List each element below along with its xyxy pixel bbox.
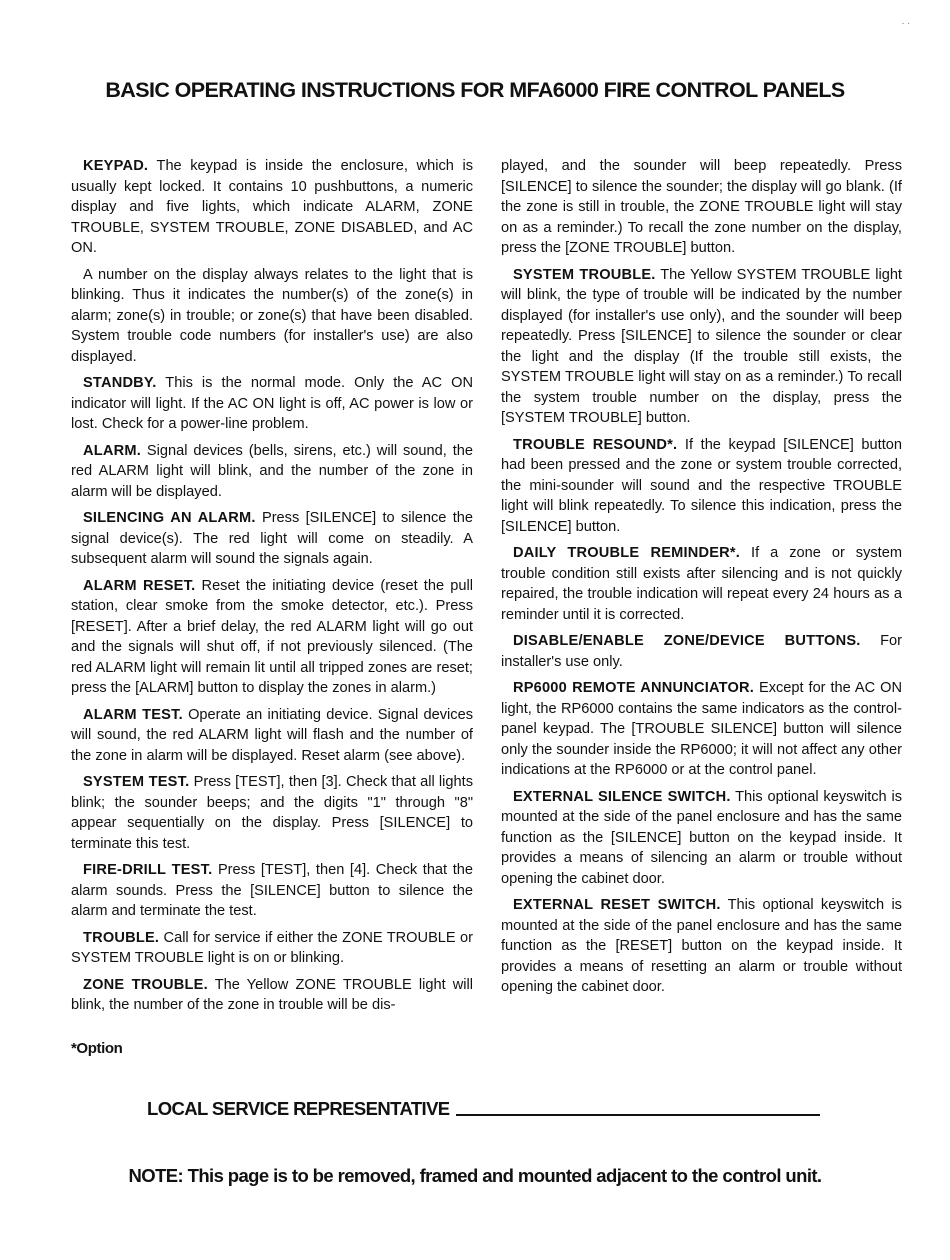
paragraph bbox=[71, 928, 473, 969]
paragraph-text: Operate an initiating device. Signal devices will sound, the red ALARM light will flash and the number of the zone in alarm will be displayed. Reset alarm (see above). bbox=[71, 706, 474, 764]
paragraph bbox=[501, 435, 902, 538]
paragraph bbox=[501, 156, 902, 259]
paragraph-text: For installer's use only. bbox=[501, 633, 903, 670]
paragraph-heading: EXTERNAL SILENCE SWITCH. bbox=[513, 788, 731, 805]
paragraph bbox=[71, 373, 473, 435]
paragraph-text: If a zone or system trouble condition still exists after silencing and is not quickly repaired, the trouble indication will repeat every 24 hours as a reminder until it is corrected. bbox=[501, 545, 902, 623]
right-column bbox=[501, 156, 902, 1004]
paragraph-heading: SYSTEM TROUBLE. bbox=[513, 266, 656, 283]
paragraph bbox=[501, 543, 902, 625]
paragraph-text: Except for the AC ON light, the RP6000 contains the same indicators as the control-panel keypad. The [TROUBLE SILENCE] button will silence only the sounder inside the RP6000; it will not affect any other indications at the RP6000 or at the control panel. bbox=[501, 680, 902, 778]
paragraph bbox=[501, 265, 902, 429]
paragraph-heading: DISABLE/ENABLE ZONE/DEVICE BUTTONS. bbox=[513, 633, 861, 649]
service-rep-line bbox=[147, 1098, 820, 1120]
paragraph-text: This optional keyswitch is mounted at the side of the panel enclosure and has the same function as the [RESET] button on the keypad inside. It provides a means of resetting an alarm or trouble without opening the cabinet door. bbox=[501, 897, 902, 995]
paragraph bbox=[71, 772, 473, 854]
paragraph-heading: ALARM. bbox=[83, 442, 141, 459]
paragraph-heading: RP6000 REMOTE ANNUNCIATOR. bbox=[513, 680, 755, 696]
paragraph-text: This optional keyswitch is mounted at the side of the panel enclosure and has the same function as the [SILENCE] button on the keypad inside. It provides a means of silencing an alarm or trouble without opening the cabinet door. bbox=[501, 788, 902, 887]
paragraph-heading: DAILY TROUBLE REMINDER*. bbox=[513, 545, 741, 561]
paragraph-text: Press [TEST], then [3]. Check that all lights blink; the sounder beeps; and the digits "1" through "8" appear sequentially on the display. Press [SILENCE] to terminate this test. bbox=[71, 774, 473, 852]
page-title: BASIC OPERATING INSTRUCTIONS FOR MFA6000 FIRE CONTROL PANELS bbox=[105, 78, 845, 102]
corner-mark: . . bbox=[901, 16, 910, 27]
bottom-note: NOTE: This page is to be removed, framed and mounted adjacent to the control unit. bbox=[128, 1165, 822, 1186]
paragraph bbox=[501, 895, 902, 998]
paragraph bbox=[501, 787, 902, 890]
paragraph-text: The Yellow ZONE TROUBLE light will blink, the number of the zone in trouble will be dis- bbox=[71, 976, 474, 1013]
footnote: *Option bbox=[71, 1040, 123, 1057]
paragraph-heading: FIRE-DRILL TEST. bbox=[83, 862, 213, 878]
paragraph-heading: ALARM TEST. bbox=[83, 706, 183, 723]
paragraph-text: Reset the initiating device (reset the pull station, clear smoke from the smoke detector, etc.). Press [RESET]. After a brief delay, the red ALARM light will go out and the signals will shut off, if not previously silenced. (The red ALARM light will remain lit until all tripped zones are reset; press the [ALARM] button to display the zones in alarm.) bbox=[71, 577, 473, 696]
paragraph-heading: SYSTEM TEST. bbox=[83, 774, 190, 790]
paragraph-text: The Yellow SYSTEM TROUBLE light will blink, the type of trouble will be indicated by the number displayed (for installer's use only), and the sounder will beep repeatedly. Press [SILENCE] to silence the sounder or clear the light and the display (If the trouble still exists, the SYSTEM TROUBLE light will stay on as a reminder.) To recall the system trouble number on the display, press the [SYSTEM TROUBLE] button. bbox=[501, 266, 902, 426]
signature-blank-line bbox=[456, 1114, 820, 1116]
paragraph bbox=[71, 156, 473, 259]
paragraph-text: played, and the sounder will beep repeatedly. Press [SILENCE] to silence the sounder; the display will go blank. (If the zone is still in trouble, the ZONE TROUBLE light will stay on as a reminder.) To recall the zone number on the display, press the [ZONE TROUBLE] button. bbox=[501, 158, 902, 256]
paragraph bbox=[71, 860, 473, 922]
paragraph-text: A number on the display always relates to the light that is blinking. Thus it indicates the number(s) of the zone(s) in alarm; zone(s) in trouble; or zone(s) that have been disabled. System trouble code numbers (for installer's use) are also displayed. bbox=[71, 266, 473, 365]
paragraph bbox=[71, 265, 473, 368]
paragraph-text: Signal devices (bells, sirens, etc.) will sound, the red ALARM light will blink, and the number of the zone in alarm will be displayed. bbox=[71, 442, 473, 500]
paragraph-heading: STANDBY. bbox=[83, 375, 157, 391]
paragraph bbox=[501, 678, 902, 781]
paragraph-text: Press [TEST], then [4]. Check that the alarm sounds. Press the [SILENCE] button to silence the alarm and terminate the test. bbox=[71, 862, 473, 919]
paragraph-text: The keypad is inside the enclosure, which is usually kept locked. It contains 10 pushbuttons, a numeric display and five lights, which indicate ALARM, ZONE TROUBLE, SYSTEM TROUBLE, ZONE DISABLED, and AC ON. bbox=[71, 158, 473, 256]
paragraph bbox=[71, 508, 473, 570]
paragraph-text: If the keypad [SILENCE] button had been pressed and the zone or system trouble corrected, the mini-sounder will sound and the respective TROUBLE light will blink repeatedly. To silence this indication, press the [SILENCE] button. bbox=[501, 436, 902, 535]
paragraph bbox=[71, 975, 473, 1016]
service-rep-label: LOCAL SERVICE REPRESENTATIVE bbox=[147, 1098, 450, 1119]
paragraph-heading: ALARM RESET. bbox=[83, 577, 196, 594]
paragraph-heading: ZONE TROUBLE. bbox=[83, 976, 208, 993]
paragraph-text: Call for service if either the ZONE TROUBLE or SYSTEM TROUBLE light is on or blinking. bbox=[71, 929, 473, 966]
paragraph-heading: KEYPAD. bbox=[83, 158, 149, 174]
paragraph-text: Press [SILENCE] to silence the signal device(s). The red light will come on steadily. A subsequent alarm will sound the signals again. bbox=[71, 510, 473, 567]
left-column bbox=[71, 156, 473, 1022]
paragraph bbox=[71, 576, 473, 699]
paragraph-text: This is the normal mode. Only the AC ON indicator will light. If the AC ON light is off, AC power is low or lost. Check for a power-line problem. bbox=[71, 375, 473, 432]
paragraph-heading: SILENCING AN ALARM. bbox=[83, 510, 256, 526]
paragraph-heading: TROUBLE RESOUND*. bbox=[513, 436, 678, 453]
paragraph-heading: TROUBLE. bbox=[83, 929, 160, 946]
paragraph-heading: EXTERNAL RESET SWITCH. bbox=[513, 897, 721, 913]
paragraph bbox=[501, 631, 902, 672]
paragraph bbox=[71, 705, 473, 767]
paragraph bbox=[71, 441, 473, 503]
